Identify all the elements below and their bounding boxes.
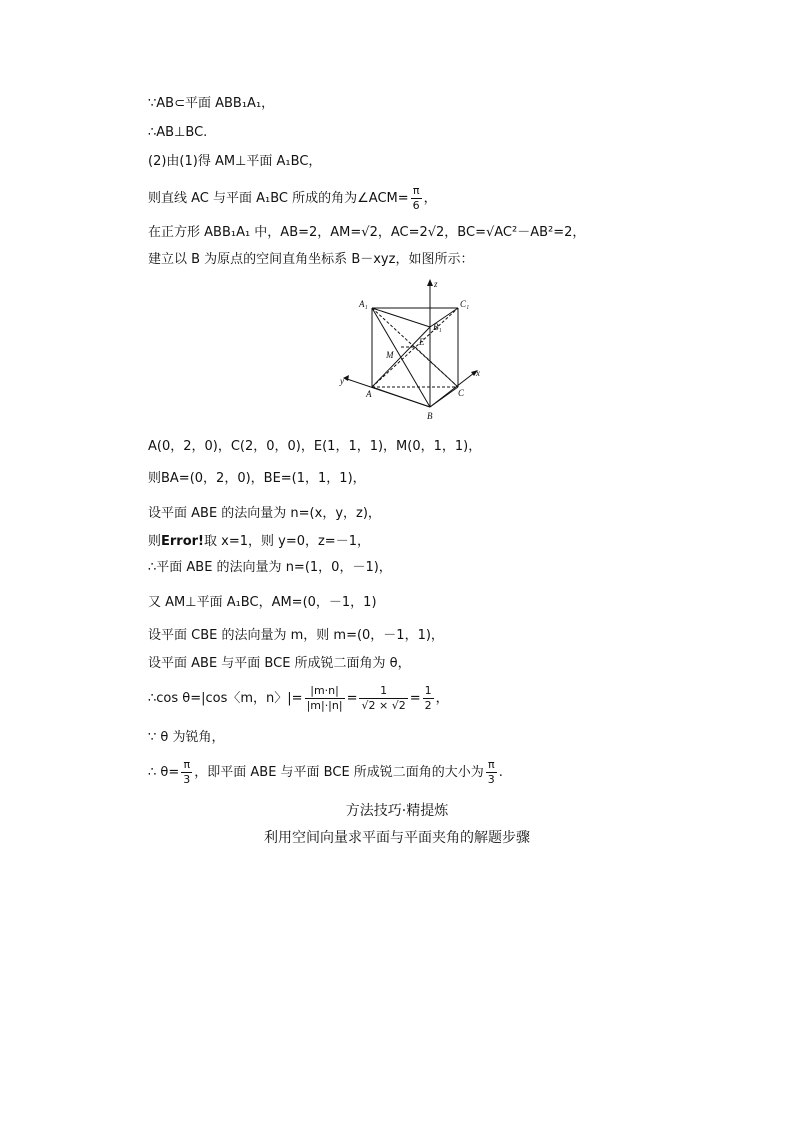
frac-num: 1 — [424, 684, 432, 697]
diag-a1-b — [372, 308, 430, 407]
frac-den: 6 — [412, 199, 420, 212]
frac-num: π — [411, 184, 422, 199]
frac-num: π — [181, 758, 192, 773]
z-axis-arrow — [427, 279, 433, 286]
frac-den: 3 — [487, 773, 495, 786]
line-10-post: 取 x=1，则 y=0，z=－1， — [204, 534, 370, 549]
line-2: ∴AB⊥BC. — [148, 125, 208, 140]
frac-den: 3 — [183, 773, 191, 786]
line-13: 设平面 CBE 的法向量为 m，则 m=(0，－1，1)， — [148, 628, 444, 643]
line-9: 设平面 ABE 的法向量为 n=(x，y，z)， — [148, 506, 381, 521]
frac-den: 2 — [424, 699, 432, 712]
frac-num: π — [486, 758, 497, 773]
fraction-pi-6 — [411, 184, 422, 213]
frac-num: |m·n| — [305, 684, 345, 699]
equals-sign: = — [409, 691, 421, 706]
section-title: 方法技巧·精提炼 — [345, 803, 449, 819]
line-6: 建立以 B 为原点的空间直角坐标系 B－xyz，如图所示： — [148, 252, 474, 267]
line-17-end: . — [498, 765, 503, 780]
fraction-one-over-root-product — [359, 684, 407, 713]
line-15-pre: ∴cos θ=|cos〈m，n〉|= — [148, 691, 303, 706]
edge-a1-b1 — [372, 308, 430, 327]
line-4-end: ， — [423, 191, 437, 206]
line-11: ∴平面 ABE 的法向量为 n=(1，0，－1)， — [148, 560, 392, 575]
label-b: B — [427, 411, 433, 421]
line-8: 则BA=(0，2，0)，BE=(1，1，1)， — [148, 471, 366, 486]
label-c: C — [458, 388, 465, 398]
label-b1: B₁ — [433, 322, 442, 332]
fraction-one-half — [423, 684, 434, 713]
equals-sign: = — [346, 691, 358, 706]
line-16: ∵ θ 为锐角， — [148, 730, 225, 745]
section-subtitle: 利用空间向量求平面与平面夹角的解题步骤 — [264, 830, 530, 846]
label-z: z — [434, 279, 438, 289]
line-3: (2)由(1)得 AM⊥平面 A₁BC， — [148, 154, 322, 169]
line-1: ∵AB⊂平面 ABB₁A₁， — [148, 96, 275, 111]
label-x: x — [476, 368, 480, 378]
fraction-pi-3-answer — [486, 758, 497, 787]
frac-den: |m|·|n| — [306, 699, 343, 712]
fraction-pi-3 — [181, 758, 192, 787]
line-7: A(0，2，0)，C(2，0，0)，E(1，1，1)，M(0，1，1)， — [148, 439, 482, 454]
fraction-dot-over-norms — [305, 684, 345, 713]
edge-b-c — [430, 387, 458, 407]
edge-a-b — [372, 387, 430, 407]
label-y: y — [340, 376, 344, 386]
line-10 — [148, 533, 370, 551]
line-4-text: 则直线 AC 与平面 A₁BC 所成的角为∠ACM= — [148, 191, 409, 206]
label-m: M — [386, 350, 394, 360]
line-5: 在正方形 ABB₁A₁ 中，AB=2，AM=√2，AC=2√2，BC=√AC²－AB²=2， — [148, 225, 586, 240]
label-a: A — [366, 389, 372, 399]
error-marker: Error! — [161, 534, 204, 549]
frac-num: 1 — [359, 684, 407, 699]
label-c1: C₁ — [460, 299, 470, 309]
line-17-mid: ，即平面 ABE 与平面 BCE 所成锐二面角的大小为 — [194, 765, 484, 780]
line-12: 又 AM⊥平面 A₁BC，AM=(0，－1，1) — [148, 595, 377, 610]
line-17-pre: ∴ θ= — [148, 765, 180, 780]
label-e: E — [419, 337, 425, 347]
line-4 — [148, 184, 437, 213]
line-15 — [148, 684, 449, 713]
line-17 — [148, 758, 503, 787]
line-10-pre: 则 — [148, 534, 162, 549]
label-a1: A₁ — [359, 299, 368, 309]
line-15-end: ， — [435, 691, 449, 706]
cube-figure — [332, 275, 492, 430]
line-14: 设平面 ABE 与平面 BCE 所成锐二面角为 θ， — [148, 656, 411, 671]
frac-den: √2 × √2 — [361, 699, 406, 712]
